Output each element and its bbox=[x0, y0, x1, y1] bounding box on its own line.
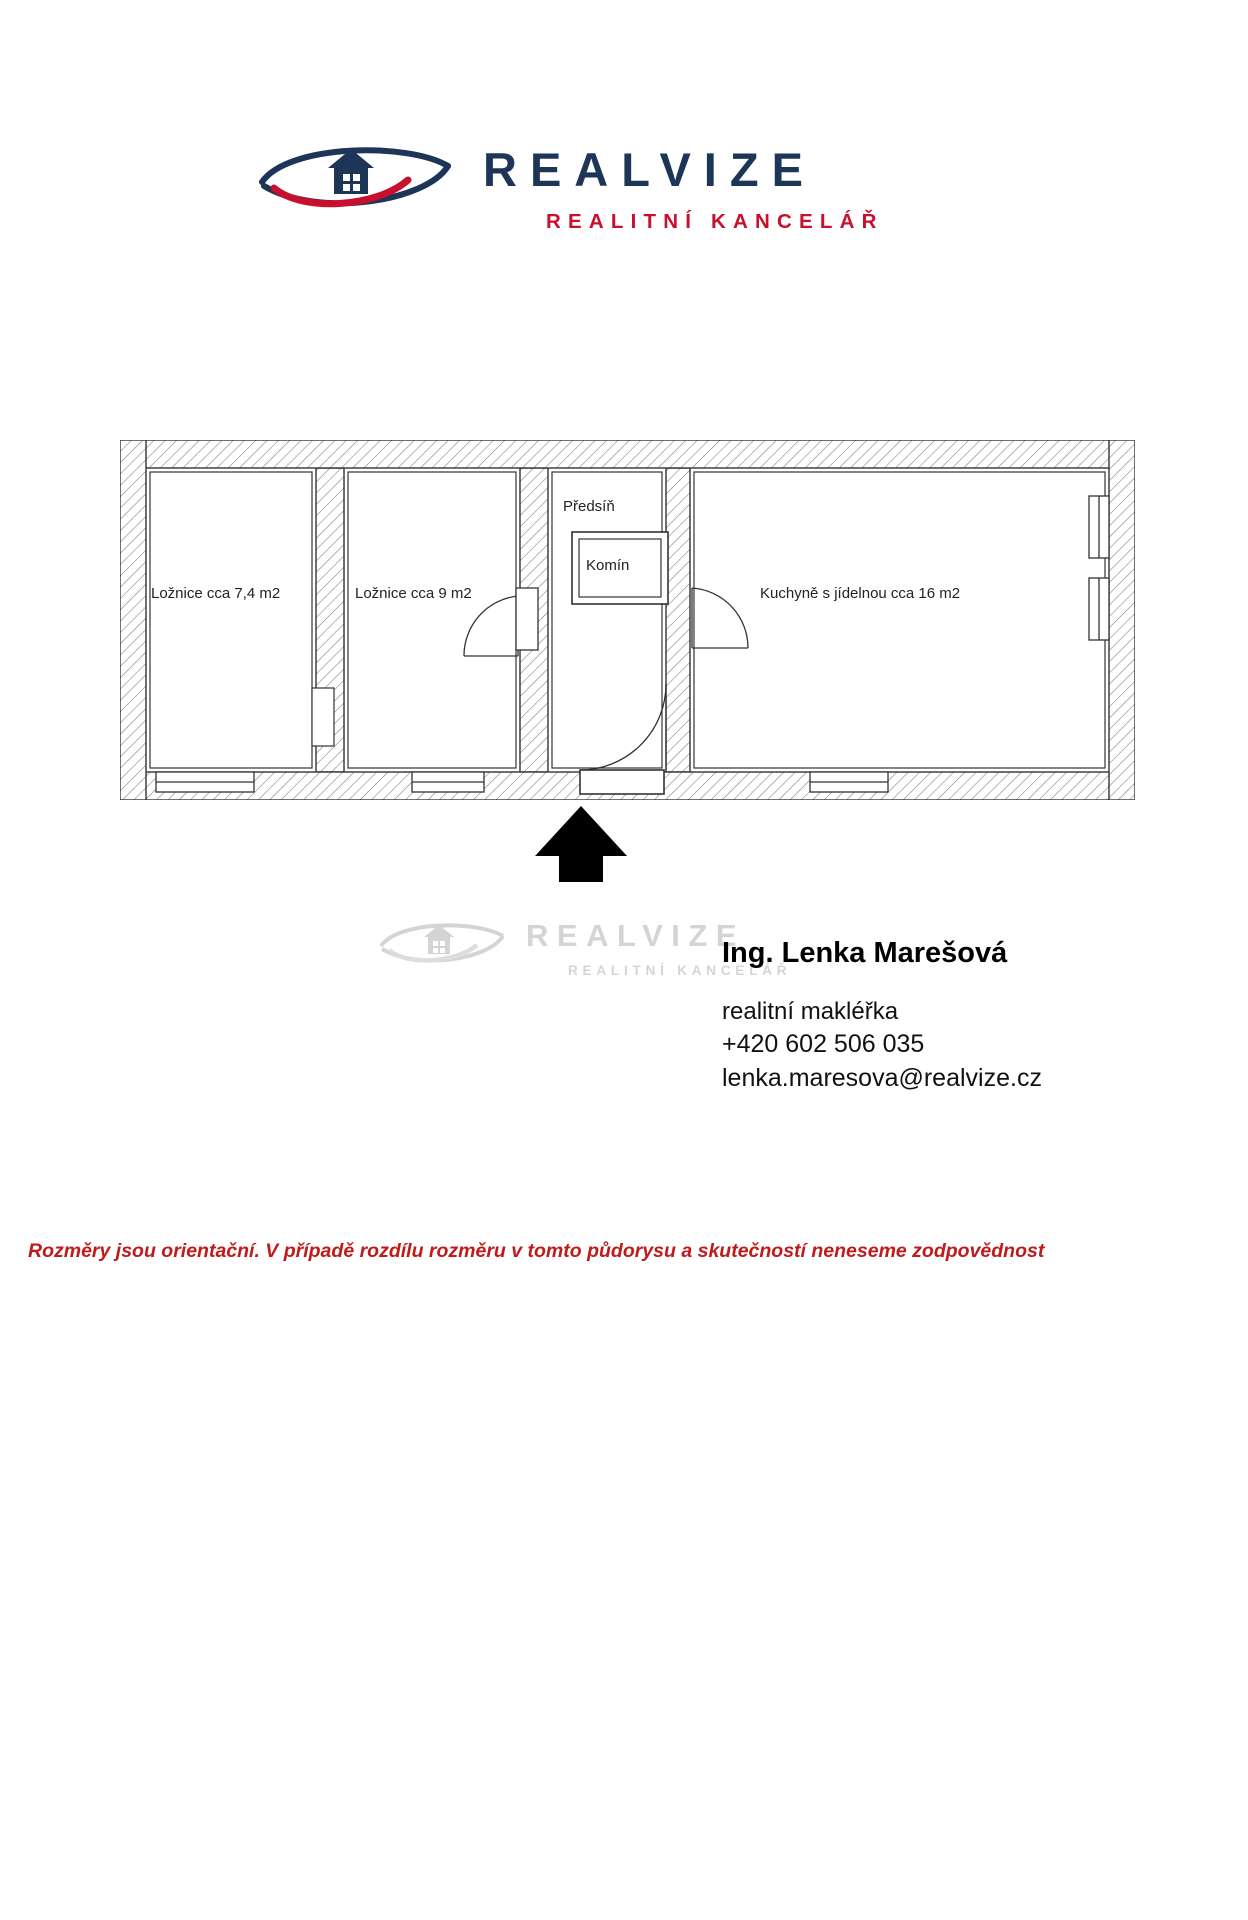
agent-name: Ing. Lenka Marešová bbox=[722, 937, 1008, 969]
watermark-brand-tagline: REALITNÍ KANCELÁŘ bbox=[568, 963, 792, 978]
room-label-chimney: Komín bbox=[586, 557, 630, 574]
room-label-kitchen: Kuchyně s jídelnou cca 16 m2 bbox=[760, 585, 961, 602]
room-label-bedroom-1: Ložnice cca 7,4 m2 bbox=[151, 585, 281, 602]
brand-tagline: REALITNÍ KANCELÁŘ bbox=[546, 210, 884, 233]
brand-name: REALVIZE bbox=[483, 143, 816, 196]
disclaimer-text: Rozměry jsou orientační. V případě rozdílu rozměru v tomto půdorysu a skutečností neneseme zodpovědnost bbox=[28, 1240, 1045, 1262]
eye-house-logo-icon bbox=[258, 136, 453, 222]
floorplan bbox=[120, 440, 1135, 800]
entrance-arrow-icon bbox=[531, 806, 631, 882]
room-label-bedroom-2: Ložnice cca 9 m2 bbox=[355, 585, 472, 602]
header-logo bbox=[258, 130, 978, 250]
agent-contact-block bbox=[722, 938, 1222, 1096]
room-label-hallway: Předsíň bbox=[563, 498, 615, 515]
watermark-brand-name: REALVIZE bbox=[526, 918, 745, 953]
agent-role: realitní makléřka bbox=[722, 997, 899, 1025]
agent-email[interactable]: lenka.maresova@realvize.cz bbox=[722, 1064, 1042, 1093]
eye-house-logo-icon bbox=[378, 916, 506, 972]
agent-phone[interactable]: +420 602 506 035 bbox=[722, 1030, 925, 1059]
